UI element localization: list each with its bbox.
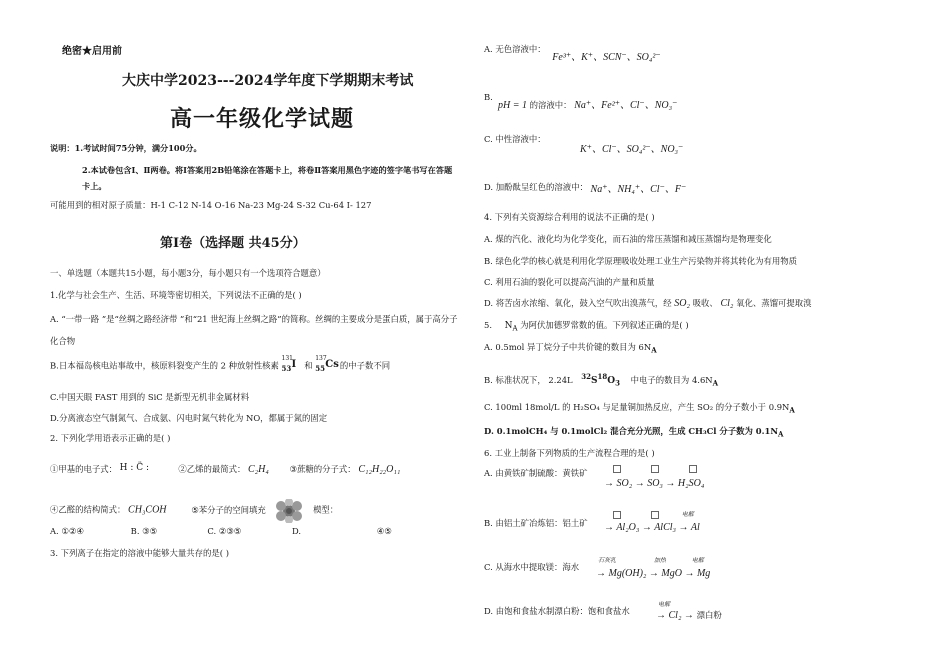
i131-mass: 131: [281, 355, 293, 362]
q1-option-d: D.分离液态空气制氮气、合成氨、闪电时氮气转化为 NO，都属于氮的固定: [50, 413, 328, 423]
q6-a-prefix: A. 由黄铁矿制硫酸：黄铁矿: [484, 468, 588, 478]
q3-option-d: [484, 180, 686, 195]
q3-option-a: [484, 42, 661, 63]
q6-b-label: 电解: [681, 511, 694, 518]
q2-items-row2: [50, 499, 338, 521]
q2-stem: 2. 下列化学用语表示正确的是( ): [50, 433, 171, 443]
q2-item3-formula: C₁₂H₂₂O₁₁: [358, 464, 401, 475]
cs137-mass: 137: [315, 355, 327, 362]
atomic-mass-line: 可能用到的相对原子质量：H-1 C-12 N-14 O-16 Na-23 Mg-24 S-32 Cu-64 I- 127: [50, 200, 372, 210]
q1-b-and: 和: [304, 360, 313, 371]
blank-box-icon: [613, 465, 621, 473]
school-title: 大庆中学2023---2024学年度下学期期末考试: [122, 73, 414, 89]
q5-option-a: [484, 340, 657, 358]
q3-b-prefix: B.: [484, 92, 493, 102]
q5-stem: [484, 318, 689, 336]
q2-option-d: D.: [292, 526, 302, 536]
q5-d-sub: A: [778, 429, 784, 439]
q5-b-sub: A: [712, 378, 719, 388]
q3-option-c-body: [580, 142, 683, 157]
q2-option-a: A. ①②④: [50, 526, 84, 536]
blank-box-icon: [651, 511, 659, 519]
q4-d-cl2: Cl₂: [720, 298, 734, 309]
i131-number: 53: [281, 364, 292, 373]
q6-d-chain-row: [656, 608, 722, 623]
q2-item3-label: ③蔗糖的分子式：: [289, 464, 356, 474]
section-1-title: 一、单选题（本题共15小题，每小题3分，每小题只有一个选项符合题意）: [50, 268, 326, 278]
q1-b-suffix: 的中子数不同: [339, 360, 391, 371]
q1-b-prefix: B.日本福岛核电站事故中，核原料裂变产生的 2 种放射性核素: [50, 360, 279, 371]
q6-c-label-2: 加热: [653, 557, 666, 564]
q3-stem: 3. 下列离子在指定的溶液中能够大量共存的是( ): [50, 548, 229, 558]
q5-b-s-symbol: S: [591, 375, 598, 386]
q2-option-c: C. ②③⑤: [207, 526, 242, 536]
exam-title: 高一年级化学试题: [170, 106, 355, 132]
methyl-electron-formula: H : C̈ :: [119, 463, 150, 473]
q5-b-suffix: 中电子的数目为 4.6N: [630, 374, 713, 385]
q2-option-d-tail: ④⑤: [376, 526, 392, 536]
q4-option-c: C. 利用石油的裂化可以提高汽油的产量和质量: [484, 277, 655, 287]
q1-option-a: A. “一带一路 ”是“丝绸之路经济带 ”和“21 世纪海上丝绸之路”的简称。丝绸的主要成分是蛋白质，属于高分子化合物: [50, 314, 458, 346]
q3-b-ph: pH = 1: [498, 100, 527, 111]
q3-c-prefix: C. 中性溶液中：: [484, 134, 546, 144]
i131-symbol: I: [291, 359, 297, 370]
q6-d-prefix: D. 由饱和食盐水制漂白粉：饱和食盐水: [484, 606, 630, 616]
q5-c-sub: A: [789, 405, 795, 415]
q4-d-so2: SO₂: [674, 298, 690, 309]
q6-b-prefix: B. 由铝土矿冶炼铝：铝土矿: [484, 518, 588, 528]
benzene-model-icon: [272, 499, 306, 521]
q3-c-ions: K⁺、Cl⁻、SO₄²⁻、NO₃⁻: [580, 144, 684, 155]
q1-stem: 1.化学与社会生产、生活、环境等密切相关，下列说法不正确的是( ): [50, 290, 302, 300]
q3-option-b-body: [498, 98, 677, 113]
q2-item5-label: ⑤苯分子的空间填充: [191, 504, 266, 515]
volume-1-title: 第Ⅰ卷（选择题 共45分）: [160, 236, 306, 251]
q6-a-arrow-labels: [612, 462, 698, 476]
q4-option-a: A. 煤的汽化、液化均为化学变化，而石油的常压蒸馏和减压蒸馏均是物理变化: [484, 234, 772, 244]
q6-d-chain: → Cl₂ →: [656, 610, 694, 621]
q6-c-label-3: 电解: [691, 557, 704, 564]
nuclide-cs137: [315, 356, 337, 376]
q2-item2-formula: C₂H₄: [248, 464, 269, 475]
q6-d-label: 电解: [658, 601, 671, 608]
q5-a-sub: A: [651, 345, 657, 355]
q4-d-suffix: 氧化、蒸馏可提取溴: [736, 298, 812, 308]
blank-box-icon: [689, 465, 697, 473]
q5-option-c: [484, 400, 795, 418]
q3-b-mid: 的溶液中：: [529, 100, 572, 110]
q4-d-prefix: D. 将苦卤水浓缩、氧化，鼓入空气吹出溴蒸气，经: [484, 298, 672, 308]
secret-label: 绝密★启用前: [62, 46, 122, 57]
blank-box-icon: [613, 511, 621, 519]
q3-d-prefix: D. 加酚酞呈红色的溶液中：: [484, 182, 588, 192]
q3-option-c: [484, 132, 546, 146]
q6-c-label-1: 石灰乳: [598, 557, 617, 564]
q4-stem: 4. 下列有关资源综合利用的说法不正确的是( ): [484, 212, 655, 222]
q2-item1-label: ①甲基的电子式：: [50, 464, 117, 474]
q6-c-chain: → Mg(OH)₂ → MgO → Mg: [596, 568, 711, 579]
q6-c-chain-row: [596, 566, 710, 581]
q6-option-a: [484, 466, 588, 480]
q2-item4-label: ④乙醛的结构简式：: [50, 504, 126, 515]
q5-option-d: [484, 424, 783, 442]
q5-stem-suffix: 为阿伏加德罗常数的值。下列叙述正确的是( ): [520, 320, 689, 330]
nuclide-i131: [282, 356, 302, 376]
q3-a-ions: Fe³⁺、K⁺、SCN⁻、SO₄²⁻: [552, 52, 661, 63]
q3-b-ions: Na⁺、Fe²⁺、Cl⁻、NO₃⁻: [574, 100, 678, 111]
q2-items-row1: [50, 462, 400, 477]
q4-option-b: B. 绿色化学的核心就是利用化学原理吸收处理工业生产污染物并将其转化为有用物质: [484, 256, 797, 266]
q6-option-d: [484, 604, 630, 618]
blank-box-icon: [651, 465, 659, 473]
q5-d-text: D. 0.1molCH₄ 与 0.1molCl₂ 混合充分光照，生成 CH₃Cl 分子数为 0.1N: [484, 426, 779, 436]
note-2: 2.本试卷包含Ⅰ、Ⅱ两卷。将Ⅰ答案用2B铅笔涂在答题卡上，将卷Ⅱ答案用黑色字迹的签字笔书写在答题卡上。: [82, 165, 453, 191]
q6-option-b: [484, 516, 588, 530]
q5-c-text: C. 100ml 18mol/L 的 H₂SO₄ 与足量铜加热反应，产生 SO₂ 的分子数小于 0.9N: [484, 402, 790, 412]
q2-item4-formula: CH₃COH: [128, 504, 167, 516]
q6-a-chain: → SO₂ → SO₃ → H₂SO₄: [604, 478, 705, 489]
q3-a-prefix: A. 无色溶液中：: [484, 44, 546, 54]
q2-item5-suffix: 模型：: [313, 504, 339, 515]
cs137-symbol: Cs: [325, 359, 339, 370]
q6-b-chain-row: [604, 520, 700, 535]
q5-b-o-mass: 18: [597, 372, 608, 381]
q3-d-ions: Na⁺、NH₄⁺、Cl⁻、F⁻: [590, 184, 687, 195]
q4-option-d: [484, 296, 811, 311]
q5-b-o-sub: 3: [615, 378, 620, 388]
q6-c-prefix: C. 从海水中提取镁：海水: [484, 562, 580, 572]
q1-option-c: C.中国天眼 FAST 用到的 SiC 是新型无机非金属材料: [50, 392, 250, 402]
q6-d-suffix: 漂白粉: [696, 610, 722, 620]
q4-d-mid: 吸收、: [692, 298, 718, 308]
q5-b-s-mass: 32: [581, 372, 592, 381]
q5-a-text: A. 0.5mol 异丁烷分子中共价键的数目为 6N: [484, 342, 652, 352]
q5-b-o-symbol: O: [607, 375, 616, 386]
q5-option-b: [484, 370, 718, 390]
q2-option-b: B. ③⑤: [130, 526, 158, 536]
q5-na-symbol: N: [504, 321, 513, 331]
q5-na-sub: A: [512, 324, 518, 333]
note-1: 说明：1.考试时间75分钟，满分100分。: [50, 143, 202, 153]
q6-b-chain: → Al₂O₃ → AlCl₃ → Al: [604, 522, 700, 533]
q5-b-prefix: B. 标准状况下， 2.24L: [484, 374, 573, 385]
q5-stem-prefix: 5.: [484, 320, 492, 330]
q3-option-b: [484, 90, 493, 104]
q1-option-b: [50, 356, 390, 376]
q6-a-chain-row: [604, 476, 704, 491]
q6-option-c: [484, 560, 579, 574]
cs137-number: 55: [315, 364, 325, 373]
q2-options: [50, 524, 392, 538]
q2-item2-label: ②乙烯的最简式：: [178, 464, 246, 474]
q6-stem: 6. 工业上制备下列物质的生产流程合理的是( ): [484, 448, 655, 458]
